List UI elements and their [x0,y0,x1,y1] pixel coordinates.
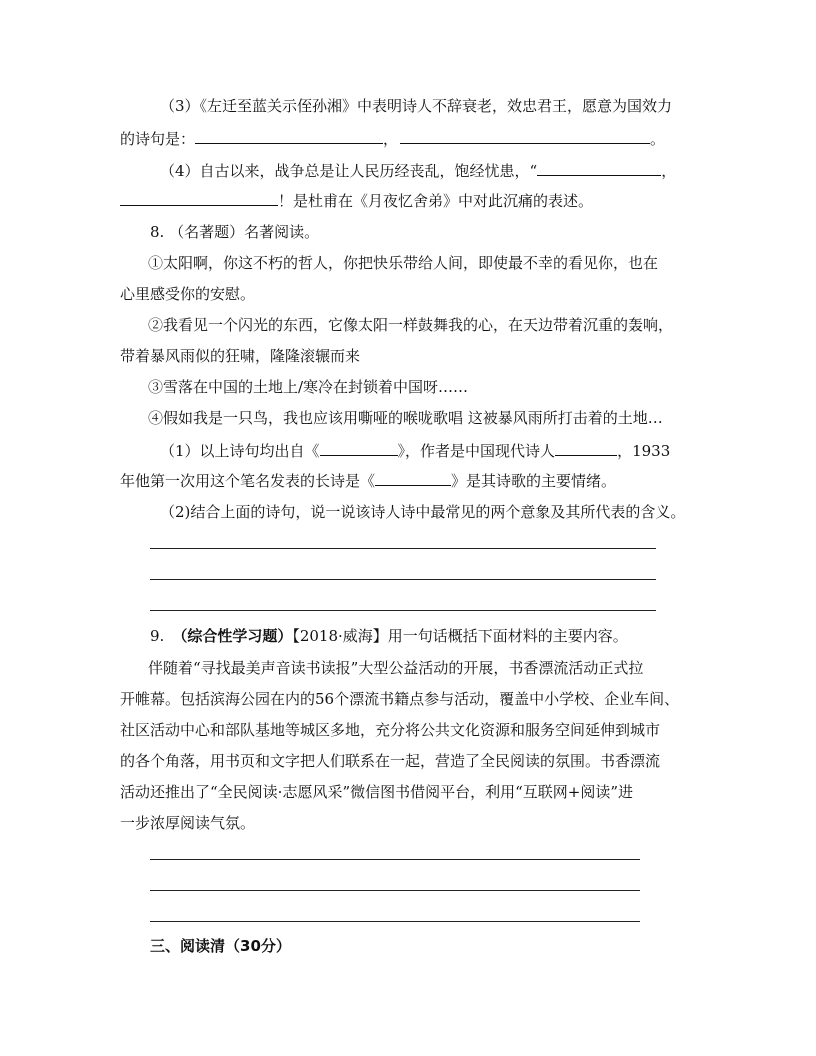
q9-prompt: 【2018·威海】用一句话概括下面材料的主要内容。 [292,627,628,645]
answer-blank[interactable] [375,470,451,486]
q7-4-line2 [120,190,593,210]
q9-l3: 社区活动中心和部队基地等城区多地，充分将公共文化资源和服务空间延伸到城市 [120,721,661,739]
q8-p1a: ①太阳啊，你这不朽的哲人，你把快乐带给人间，即使最不幸的看见你，也在 [148,254,659,272]
q8-heading: 8. （名著题）名著阅读。 [150,223,320,241]
q8-p3: ③雪落在中国的土地上/寒冷在封锁着中国呀…… [148,378,469,396]
answer-line[interactable] [150,921,640,922]
q8-sub2: （2)结合上面的诗句，说一说该诗人诗中最常见的两个意象及其所代表的含义。 [160,503,686,521]
q7-4-line1 [160,160,676,180]
q8-p1b: 心里感受你的安慰。 [120,285,256,303]
q7-3-comma: ， [383,130,399,148]
q8-p2a: ②我看见一个闪光的东西，它像太阳一样鼓舞我的心，在天边带着沉重的轰响， [148,316,674,334]
q7-4-comma: ， [661,162,677,180]
answer-blank[interactable] [555,440,617,456]
q9-l6: 一步浓厚阅读气氛。 [120,814,256,832]
answer-line[interactable] [150,890,640,891]
answer-line[interactable] [150,579,656,580]
q8-sub1-line1 [160,440,670,460]
answer-line[interactable] [150,548,656,549]
q9-type: （综合性学习题） [172,627,293,645]
q9-l5: 活动还推出了“全民阅读·志愿风采”微信图书借阅平台，利用“互联网+阅读”进 [120,783,634,801]
section-3-title: 三、阅读清（30分） [150,937,291,955]
answer-line[interactable] [150,610,656,611]
q7-3-period: 。 [650,130,666,148]
q8-p2b: 带着暴风雨似的狂啸，隆隆滚辗而来 [120,347,361,365]
q8-sub1-c: ，1933 [617,442,671,460]
answer-blank[interactable] [195,128,383,144]
answer-line[interactable] [150,859,640,860]
q7-3-line1: （3）《左迁至蓝关示侄孙湘》中表明诗人不辞衰老，效忠君王，愿意为国效力 [160,97,673,115]
answer-blank[interactable] [320,440,398,456]
q9-number: 9. [150,627,165,645]
q8-sub1-e: 》是其诗歌的主要情绪。 [451,472,617,490]
answer-blank[interactable] [120,190,278,206]
q9-l4: 的各个角落，用书页和文字把人们联系在一起，营造了全民阅读的氛围。书香漂流 [120,752,661,770]
q8-sub1-a: （1）以上诗句均出自《 [160,442,320,460]
q8-sub1-b: 》，作者是中国现代诗人 [397,442,556,460]
answer-blank[interactable] [400,128,650,144]
q8-sub1-d: 年他第一次用这个笔名发表的长诗是《 [120,472,376,490]
q9-l2: 开帷幕。包括滨海公园在内的56个漂流书籍点参与活动，覆盖中小学校、企业车间、 [120,690,680,708]
q7-4-text: （4）自古以来，战争总是让人民历经丧乱，饱经忧患，“ [160,162,538,180]
q7-3-line2 [120,128,665,148]
q9-l1: 伴随着“寻找最美声音读书读报”大型公益活动的开展，书香漂流活动正式拉 [148,659,644,677]
q8-p4: ④假如我是一只鸟，我也应该用嘶哑的喉咙歌唱 这被暴风雨所打击着的土地… [148,409,663,427]
answer-blank[interactable] [537,160,661,176]
q7-4-suffix: ！是杜甫在《月夜忆舍弟》中对此沉痛的表述。 [278,192,594,210]
q7-3-prefix: 的诗句是： [120,130,196,148]
q8-sub1-line2 [120,470,616,490]
q9-heading [150,626,628,646]
